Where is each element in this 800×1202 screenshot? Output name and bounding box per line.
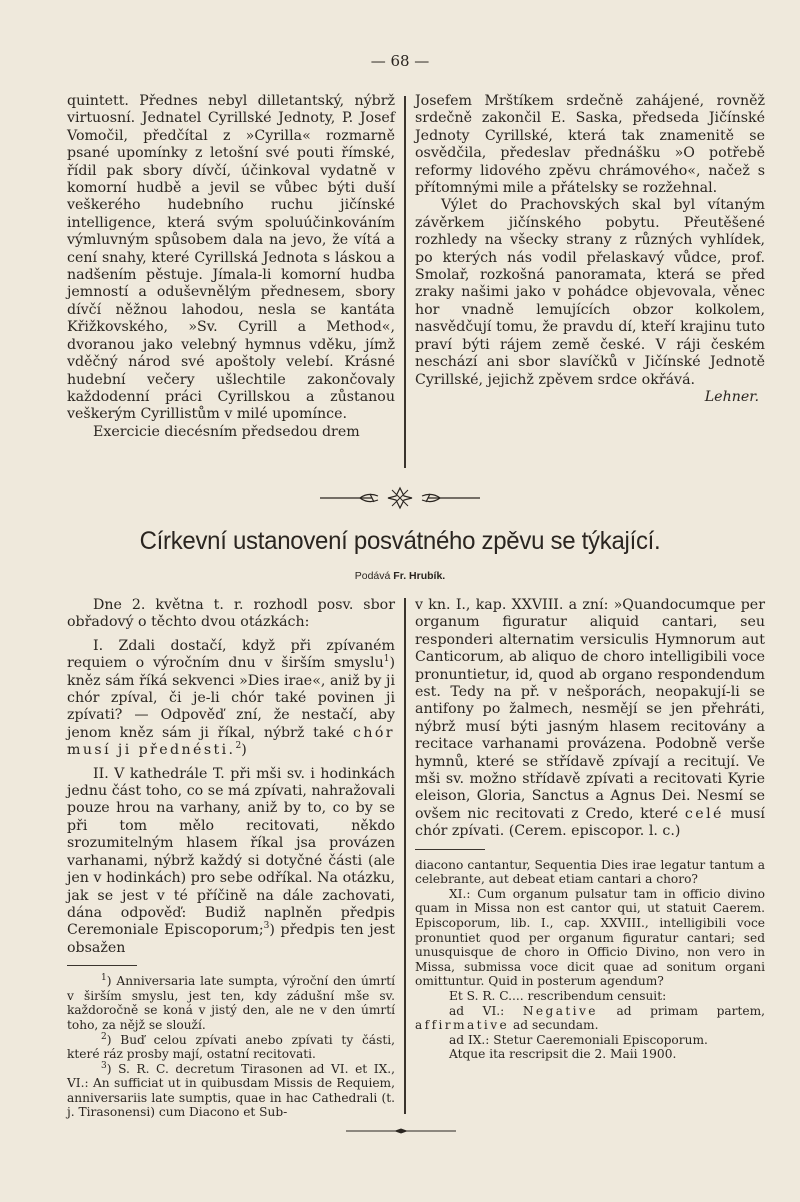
paragraph: Dne 2. května t. r. rozhodl posv. sbor obřadový o těchto dvou otázkách: (67, 597, 395, 631)
paragraph: I. Zdali dostačí, když při zpívaném requiem o výročním dnu v širším smyslu$^1$) kněz sám říká sekvenci »Dies irae«, aniž by ji chór zpíval, či je-li chór také povinen ji zpívati? — Odpověď zní, že nestačí, aby jenom kněz sám ji říkal, nýbrž také chór musí ji přednésti.$^2$) (67, 637, 395, 759)
ornament-divider-icon (300, 486, 500, 510)
paragraph: Josefem Mrštíkem srdečně zahájené, rovněž srdečně zakončil E. Saska, předseda Jičínské Jednoty Cyrillské, která tak znamenitě se osvědčila, předeslav přednášku »O potřebě reformy lidového zpěvu chrámového«, načež s přítomnými mile a přátelsky se rozžehnal. (415, 93, 765, 197)
paragraph: quintett. Přednes nebyl dilletantský, nýbrž virtuosní. Jednatel Cyrillské Jednoty, P. Josef Vomočil, předčítal z »Cyrilla« rozmarně psané upomínky z letošní své pouti římské, řídil pak sbory dívčí, účinkoval vydatně v komorní hudbě a jevil se vůbec býti duší veškerého hudebního ruchu jičínské intelligence, která svým spoluúčinkováním výmluvným spůsobem dala na jevo, že vítá a cení snahy, které Cyrillská Jednota s láskou a nadšením pěstuje. Jímala-li komorní hudba jemností a oduševnělým přednesem, sbory dívčí něžnou lahodou, nesla se kantáta Křižkovského, »Sv. Cyrill a Method«, dvoranou jako velebný hymnus vděku, jímž vděčný národ své apoštoly velebí. Krásné hudební večery ušlechtile zakončovaly každodenní práci Cyrillskou a zůstanou veškerým Cyrillistům v milé upomínce. (67, 93, 395, 423)
footnote: Et S. R. C.... rescribendum censuit: (449, 989, 667, 1004)
footnote: $^1$) Anniversaria late sumpta, výroční den úmrtí v širším smyslu, jest ten, kdy zádušní mše sv. každoročně se koná v jistý den, ale ne v den úmrtí toho, za nějž se slouží. (67, 973, 395, 1032)
footnote-rule (67, 965, 137, 966)
column-divider (404, 598, 406, 1114)
footnote: $^3$) S. R. C. decretum Tirasonen ad VI. et IX., VI.: An sufficiat ut in quibusdam Missis de Requiem, anniversariis late sumptis, quae in hac Cathedrali (t. j. Tirasonensi) cum Diacono et Sub- (67, 1060, 395, 1120)
byline-prefix: Podává (354, 570, 391, 582)
footnote-ref[interactable]: 1 (383, 654, 390, 665)
article-byline (0, 570, 800, 582)
byline-author: Fr. Hrubík. (393, 570, 446, 582)
footnote-ref[interactable]: 2 (235, 741, 242, 752)
footnote-continuation: diacono cantantur, Sequentia Dies irae legatur tantum a celebrante, aut debeat etiam cantari a choro? (415, 857, 765, 887)
paragraph: II. V kathedrále T. při mši sv. i hodinkách jednu část toho, co se má zpívati, nahražovali pouze hrou na varhany, aniž by to, co by se při tom mělo recitovati, někdo srozumitelným hlasem říkal jsa provázen varhanami, nýbrž každý si dotyčné části (ale jen v hodinkách) pro sebe odříkal. Na otázku, jak se jest v té příčině na dále zachovati, dána odpověď: Budiž naplněn předpis Ceremoniale Episcoporum;$^3$) předpis ten jest obsažen (67, 765, 395, 956)
end-rule-icon (346, 1127, 456, 1135)
paragraph: Exercicie diecésním předsedou drem (93, 423, 360, 440)
footnote: ad IX.: Stetur Caeremoniali Episcoporum. (449, 1032, 708, 1047)
paragraph: Výlet do Prachovských skal byl vítaným závěrkem jičínského pobytu. Přeutěšené rozhledy na všecky strany z různých vyhlídek, po kterých nás vodil přelaskavý vůdce, prof. Smolař, rozkošná panoramata, která se před zraky našimi jako v pohádce objevovala, věnec hor vnadně lemujících obzor kolkolem, nasvědčují tomu, že pravdu dí, kteří krajinu tuto praví býti rájem země české. V ráji českém neschází ani sbor slavíčků v Jičínské Jednotě Cyrillské, jejichž zpěvem srdce okřává. (415, 197, 765, 388)
bottom-right-column (415, 597, 765, 1062)
footnotes (67, 974, 395, 1120)
footnote: $^2$) Buď celou zpívati anebo zpívati ty části, které ráz prosby mají, ostatní recitovati. (67, 1031, 395, 1062)
top-right-column (415, 93, 765, 406)
article-title: Církevní ustanovení posvátného zpěvu se týkající. (139, 527, 661, 555)
footnote-ref[interactable]: 3 (263, 921, 270, 932)
column-divider (404, 96, 406, 468)
bottom-left-column (67, 597, 395, 1120)
footnote-rule (415, 849, 485, 850)
footnote: Atque ita rescripsit die 2. Maii 1900. (449, 1047, 677, 1062)
footnote: ad VI.: Negative ad primam partem, affirmative ad secundam. (415, 1003, 766, 1033)
top-left-column (67, 93, 395, 441)
footnotes (415, 858, 765, 1062)
signature: Lehner. (704, 388, 759, 405)
page-number: — 68 — (370, 52, 430, 70)
paragraph: v kn. I., kap. XXVIII. a zní: »Quandocumque per organum figuratur aliquid cantari, seu responderi alternatim versiculis Hymnorum aut Canticorum, ab aliquo de choro intelligibili voce pronuntietur, id, quod ab organo respondendum est. Tedy na př. v nešporách, neopakují-li se antifony po žalmech, nesmějí se jen přehráti, nýbrž musí býti jasným hlasem recitovány a recitace varhanami provázena. Podobně verše hymnů, které se střídavě zpívají a recitují. Ve mši sv. možno střídavě zpívati a recitovati Kyrie eleison, Gloria, Sanctus a Agnus Dei. Nesmí se ovšem nic recitovati z Credo, které celé musí chór zpívati. (Cerem. episcopor. l. c.) (415, 597, 765, 840)
footnote: XI.: Cum organum pulsatur tam in officio divino quam in Missa non est cantor qui, ut statuit Caerem. Episcoporum, lib. I., cap. XXVIII., intelligibili voce pronuntiet quod per organum figuratur cantari; sed unusquisque de choro in Officio Divino, non vero in Missa, submissa voce dicit quae ad sonitum organi omittuntur. Quid in posterum agendum? (415, 886, 765, 989)
